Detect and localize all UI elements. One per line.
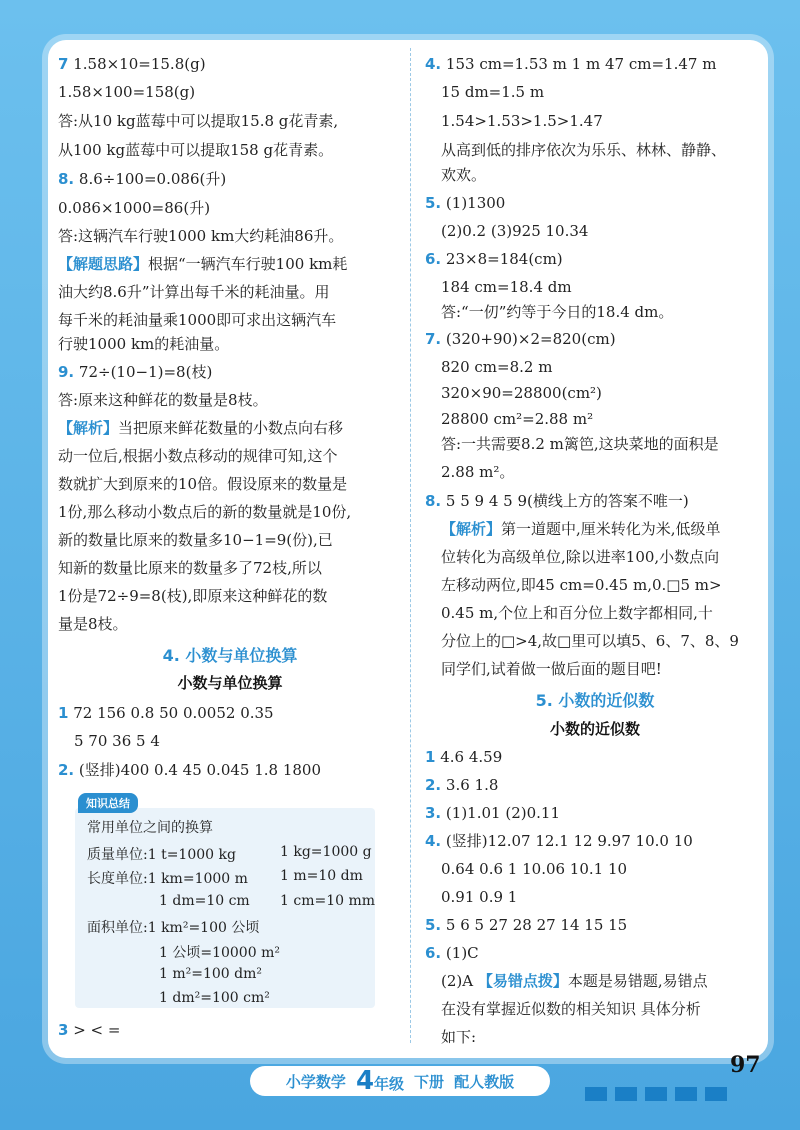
decor-bar [645, 1087, 667, 1101]
answer-line: 1份,那么移动小数点后的新的数量就是10份, [58, 503, 352, 521]
answer-line: 知新的数量比原来的数量多了72枝,所以 [58, 559, 322, 577]
answer-line: 每千米的耗油量乘1000即可求出这辆汽车 [58, 311, 337, 329]
answer-line: 【解析】第一道题中,厘米转化为米,低级单 [441, 520, 721, 538]
answer-line: 答:“一仞”约等于今日的18.4 dm。 [441, 303, 674, 321]
knowledge-summary-badge: 知识总结 [78, 793, 138, 813]
decor-bar [705, 1087, 727, 1101]
knowledge-line: 1 kg=1000 g [280, 844, 372, 860]
footer-banner [250, 1066, 550, 1096]
answer-line: 1份是72÷9=8(枝),即原来这种鲜花的数 [58, 587, 328, 605]
answer-line: 新的数量比原来的数量多10−1=9(份),已 [58, 531, 333, 549]
answer-line: 8. 8.6÷100=0.086(升) [58, 170, 227, 188]
answer-line: 4. 153 cm=1.53 m 1 m 47 cm=1.47 m [425, 55, 717, 73]
answer-line: 4. (竖排)12.07 12.1 12 9.97 10.0 10 [425, 832, 693, 850]
answer-line: 5 70 36 5 4 [74, 732, 160, 750]
answer-line: 3 > < = [58, 1021, 121, 1039]
answer-line: (2)0.2 (3)925 10.34 [441, 222, 589, 240]
section-subtitle: 小数的近似数 [549, 720, 640, 738]
answer-line: 从100 kg蓝莓中可以提取158 g花青素。 [58, 141, 334, 159]
knowledge-line: 1 m=10 dm [280, 868, 363, 884]
knowledge-line: 常用单位之间的换算 [87, 820, 213, 836]
knowledge-line: 1 dm=10 cm [159, 893, 250, 909]
answer-line: 如下: [441, 1028, 477, 1046]
knowledge-line: 1 公顷=10000 m² [159, 945, 280, 961]
answer-line: 从高到低的排序依次为乐乐、林林、静静、 [441, 141, 727, 159]
answer-line: 分位上的□>4,故□里可以填5、6、7、8、9 [441, 632, 739, 650]
answer-line: 28800 cm²=2.88 m² [441, 410, 594, 428]
answer-line: 5. (1)1300 [425, 194, 506, 212]
answer-line: 8. 5 5 9 4 5 9(横线上方的答案不唯一) [425, 492, 689, 510]
answer-line: 欢欢。 [441, 166, 487, 184]
answer-line: 0.64 0.6 1 10.06 10.1 10 [441, 860, 628, 878]
answer-line: 1.54>1.53>1.5>1.47 [441, 112, 603, 130]
answer-line: 1 4.6 4.59 [425, 748, 503, 766]
answer-line: 答:原来这种鲜花的数量是8枝。 [58, 391, 268, 409]
knowledge-line: 1 m²=100 dm² [159, 966, 262, 982]
answer-line: 位转化为高级单位,除以进率100,小数点向 [441, 548, 720, 566]
answer-line: 7 1.58×10=15.8(g) [58, 55, 206, 73]
answer-line: 答:这辆汽车行驶1000 km大约耗油86升。 [58, 227, 344, 245]
answer-line: 6. 23×8=184(cm) [425, 250, 563, 268]
answer-line: 答:一共需要8.2 m篱笆,这块菜地的面积是 [441, 435, 719, 453]
footer-grade: 4年级 [355, 1066, 405, 1096]
decor-bar [615, 1087, 637, 1101]
answer-line: 0.45 m,个位上和百分位上数字都相同,十 [441, 604, 713, 622]
answer-line: 2.88 m²。 [441, 463, 515, 481]
answer-line: 320×90=28800(cm²) [441, 384, 602, 402]
knowledge-line: 1 cm=10 mm [280, 893, 376, 909]
knowledge-line: 1 dm²=100 cm² [159, 990, 270, 1006]
knowledge-line: 质量单位:1 t=1000 kg [87, 847, 236, 863]
answer-line: 3. (1)1.01 (2)0.11 [425, 804, 560, 822]
footer-volume: 下册 [414, 1072, 445, 1091]
answer-line: 184 cm=18.4 dm [441, 278, 572, 296]
answer-line: 2. (竖排)400 0.4 45 0.045 1.8 1800 [58, 761, 322, 779]
knowledge-line: 长度单位:1 km=1000 m [87, 871, 248, 887]
answer-line: 油大约8.6升”计算出每千米的耗油量。用 [58, 283, 330, 301]
answer-line: 数就扩大到原来的10倍。假设原来的数量是 [58, 475, 348, 493]
answer-line: 7. (320+90)×2=820(cm) [425, 330, 616, 348]
answer-line: 同学们,试着做一做后面的题目吧! [441, 660, 662, 678]
answer-line: 【解析】当把原来鲜花数量的小数点向右移 [58, 419, 344, 437]
answer-line: 在没有掌握近似数的相关知识 具体分析 [441, 1000, 701, 1018]
answer-line: 5. 5 6 5 27 28 27 14 15 15 [425, 916, 628, 934]
answer-line: 15 dm=1.5 m [441, 83, 545, 101]
answer-line: 0.086×1000=86(升) [58, 199, 211, 217]
decor-bar [585, 1087, 607, 1101]
column-divider [410, 48, 411, 1043]
footer-subject: 小学数学 [285, 1072, 346, 1091]
answer-line: 1 72 156 0.8 50 0.0052 0.35 [58, 704, 274, 722]
answer-line: 动一位后,根据小数点移动的规律可知,这个 [58, 447, 338, 465]
answer-line: 行驶1000 km的耗油量。 [58, 335, 230, 353]
decor-bar [675, 1087, 697, 1101]
section-title: 5. 小数的近似数 [535, 691, 655, 710]
answer-line: 2. 3.6 1.8 [425, 776, 499, 794]
answer-line: 0.91 0.9 1 [441, 888, 518, 906]
knowledge-line: 面积单位:1 km²=100 公顷 [87, 920, 260, 936]
answer-line: 6. (1)C [425, 944, 479, 962]
section-subtitle: 小数与单位换算 [177, 674, 283, 692]
answer-line: 答:从10 kg蓝莓中可以提取15.8 g花青素, [58, 112, 339, 130]
answer-line: 820 cm=8.2 m [441, 358, 553, 376]
page-number: 97 [730, 1052, 761, 1078]
answer-line: 左移动两位,即45 cm=0.45 m,0.□5 m> [441, 576, 722, 594]
answer-line: 9. 72÷(10−1)=8(枝) [58, 363, 213, 381]
answer-line: 1.58×100=158(g) [58, 83, 196, 101]
section-title: 4. 小数与单位换算 [162, 646, 298, 665]
answer-line: (2)A 【易错点拨】本题是易错题,易错点 [441, 972, 708, 990]
footer-edition: 配人教版 [454, 1072, 515, 1091]
answer-line: 量是8枝。 [58, 615, 128, 633]
answer-line: 【解题思路】根据“一辆汽车行驶100 km耗 [58, 255, 348, 273]
